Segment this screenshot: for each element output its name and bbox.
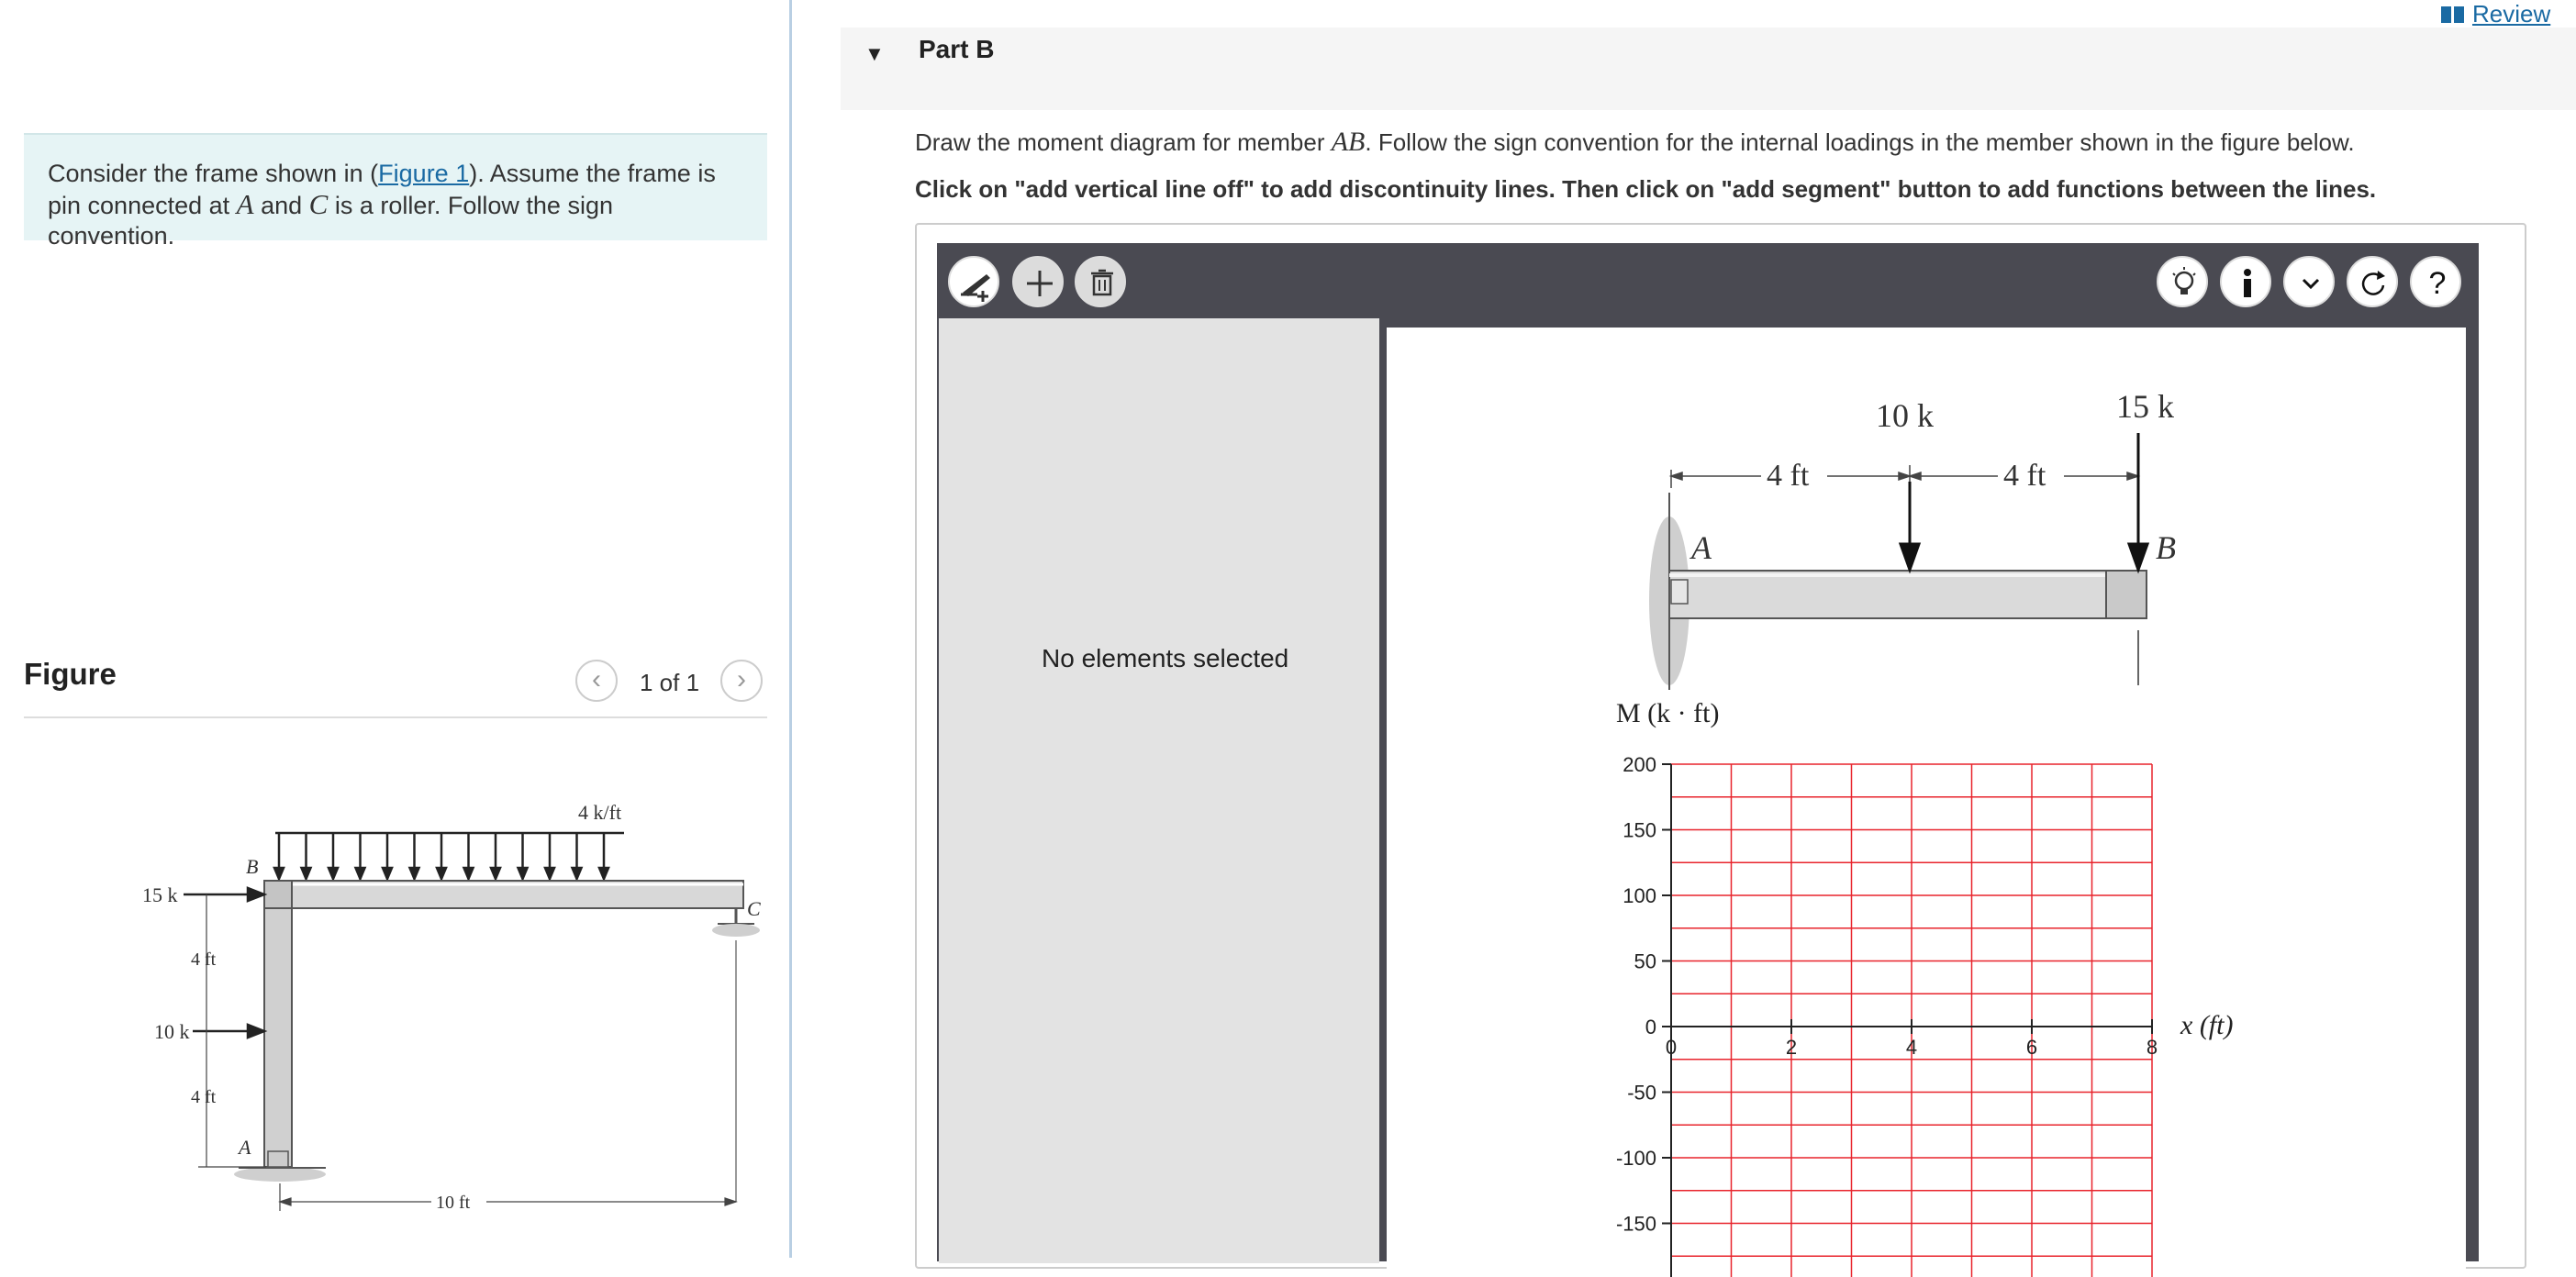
review-label: Review — [2472, 0, 2551, 28]
load-label: 4 k/ft — [578, 801, 622, 824]
beam-dim-right: 4 ft — [2003, 459, 2046, 493]
load-arrow-head — [491, 868, 500, 879]
problem-statement — [24, 133, 767, 250]
load-arrow-head — [573, 868, 582, 879]
left-pane — [0, 0, 792, 1258]
properties-panel — [939, 318, 1379, 1263]
dim-upper: 4 ft — [191, 949, 217, 970]
load-arrow-head — [545, 868, 554, 879]
drawing-canvas[interactable] — [1387, 328, 2466, 1272]
y-axis-label: M (k · ft) — [1616, 698, 1720, 728]
reset-icon[interactable] — [2347, 256, 2398, 307]
y-tick-label: -100 — [1615, 1147, 1656, 1170]
label-b: B — [246, 855, 259, 878]
help-icon[interactable] — [2410, 256, 2461, 307]
add-segment-icon[interactable] — [1012, 256, 1064, 307]
point-c-symbol: C — [308, 188, 329, 220]
problem-text-1: Consider the frame shown in ( — [48, 160, 379, 187]
beam-label-b: B — [2156, 529, 2176, 566]
x-axis-label: x (ft) — [2180, 1010, 2234, 1040]
frame-figure[interactable] — [119, 789, 761, 1229]
instruction-1a: Draw the moment diagram for member — [915, 128, 1332, 156]
beam-label-a: A — [1691, 529, 1712, 566]
load-arrow-head — [274, 868, 284, 879]
figure-divider — [24, 716, 767, 718]
x-tick-label: 2 — [1785, 1036, 1798, 1059]
y-tick-label: 50 — [1634, 949, 1656, 973]
instruction-1b: . Follow the sign convention for the internal loadings in the member shown in the figure below. — [1365, 128, 2355, 156]
load-10k: 10 k — [1876, 397, 1934, 434]
load-arrow-head — [464, 868, 474, 879]
y-tick-label: 100 — [1623, 884, 1656, 907]
load-arrow-head — [302, 868, 311, 879]
point-a-symbol: A — [236, 188, 254, 220]
x-tick-label: 8 — [2146, 1036, 2158, 1059]
y-tick-label: 0 — [1645, 1016, 1656, 1038]
toolbar — [937, 243, 2479, 318]
hint-icon[interactable] — [2157, 256, 2208, 307]
book-icon — [2441, 6, 2465, 23]
chevron-right-icon[interactable]: › — [720, 660, 763, 702]
load-arrow-head — [437, 868, 446, 879]
no-selection-message: No elements selected — [1042, 644, 1289, 672]
y-tick-label: -50 — [1627, 1081, 1656, 1105]
part-header[interactable] — [841, 28, 2576, 110]
dim-lower: 4 ft — [191, 1087, 217, 1107]
y-tick-label: 150 — [1623, 818, 1656, 842]
add-vertical-line-icon[interactable] — [948, 256, 999, 307]
collapse-caret-icon[interactable]: ▼ — [864, 42, 885, 65]
info-icon[interactable] — [2220, 256, 2271, 307]
problem-text-4: is a roller. Follow the sign convention. — [48, 192, 613, 250]
load-arrow-head — [383, 868, 392, 879]
load-arrow-head — [329, 868, 338, 879]
beam-illustration — [1649, 388, 2176, 690]
problem-text-3: and — [253, 192, 309, 219]
delete-icon[interactable] — [1075, 256, 1126, 307]
member-ab: AB — [1331, 127, 1366, 157]
ground-a — [234, 1167, 326, 1182]
figure-heading: Figure — [24, 657, 117, 691]
drawing-tool — [937, 243, 2479, 1261]
x-tick-label: 6 — [2025, 1036, 2038, 1059]
figure-counter: 1 of 1 — [640, 669, 700, 696]
svg-text:?: ? — [2428, 266, 2447, 301]
problem-text-2: ). Assume the frame is pin connected at — [48, 160, 716, 219]
distributed-load — [274, 833, 624, 879]
x-tick-label: 0 — [1665, 1036, 1678, 1059]
load-15k: 15 k — [2116, 388, 2174, 425]
label-a: A — [239, 1136, 251, 1159]
x-tick-label: 4 — [1905, 1036, 1918, 1059]
joint-b — [264, 881, 292, 908]
figure-link[interactable]: Figure 1 — [378, 160, 470, 187]
instruction-line-1 — [915, 127, 2355, 158]
beam-dim-left: 4 ft — [1767, 459, 1810, 493]
beam-ab — [1669, 571, 2130, 618]
roller-c — [712, 924, 760, 937]
dropdown-icon[interactable] — [2283, 256, 2335, 307]
load-arrow-head — [599, 868, 608, 879]
dim-span: 10 ft — [436, 1193, 471, 1213]
force-10k-label: 10 k — [154, 1020, 190, 1043]
load-arrow-head — [356, 868, 365, 879]
part-title: Part B — [919, 35, 995, 63]
chevron-left-icon[interactable]: ‹ — [575, 660, 618, 702]
beam-end-b — [2106, 571, 2147, 618]
load-arrow-head — [519, 868, 528, 879]
y-tick-label: -150 — [1615, 1212, 1656, 1236]
y-tick-label: 200 — [1623, 753, 1656, 776]
instruction-line-2: Click on "add vertical line off" to add discontinuity lines. Then click on "add segment" button to add functions between the lines. — [915, 175, 2377, 203]
vertical-member — [264, 881, 292, 1167]
axis-ticks — [1616, 753, 2158, 1277]
label-c: C — [747, 897, 761, 920]
review-link[interactable] — [2441, 0, 2550, 28]
force-15k-label: 15 k — [142, 883, 178, 906]
load-arrow-head — [410, 868, 419, 879]
